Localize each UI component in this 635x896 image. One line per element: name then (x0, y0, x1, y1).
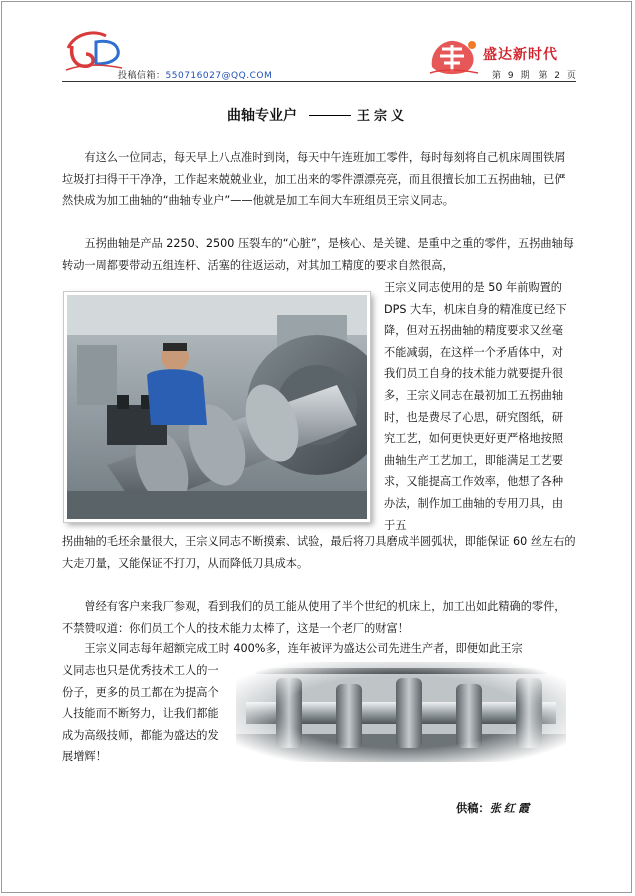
paragraph-tooling: 拐曲轴的毛坯余量很大，王宗义同志不断摸索、试验，最后将刀具磨成半圆弧状，即能保证 60 丝左右的大走刀量，又能保证不打刀，从而降低刀具成本。 (62, 535, 576, 570)
spring-emblem-icon (428, 37, 480, 77)
paragraph-customer: 曾经有客户来我厂参观，看到我们的员工能从使用了半个世纪的机床上，加工出如此精确的零件，不禁赞叹道：你们员工个人的技术能力太棒了，这是一个老厂的财富！ (62, 600, 566, 635)
mail-address[interactable]: 550716027@QQ.COM (165, 71, 273, 81)
newsletter-brand: 盛达新时代 (483, 47, 558, 63)
article-heading (0, 105, 635, 125)
article-credit (456, 800, 532, 816)
credit-label: 供稿： (456, 802, 490, 815)
photo-crankshaft (236, 662, 566, 762)
paragraph-crankshaft: 五拐曲轴是产品 2250、2500 压裂车的“心脏”，是核心、是关键、是重中之重的零件，五拐曲轴每转动一周都要带动五组连杆、活塞的往返运动，对其加工精度的要求自然很高， (62, 237, 574, 272)
paragraph-award: 王宗义同志每年超额完成工时 400%多，连年被评为盛达公司先进生产者，即便如此王宗 (84, 642, 523, 655)
company-logo (62, 28, 124, 74)
article-subject: 王宗义 (356, 109, 408, 124)
paragraph-intro: 有这么一位同志，每天早上八点准时到岗，每天中午连班加工零件，每时每刻将自己机床周围铁屑垃圾打扫得干干净净，工作起来兢兢业业，加工出来的零件漂漂亮亮，而且很擅长加工五拐曲轴，已俨然快成为加工曲轴的“曲轴专业户”——他就是加工车间大车班组员王宗义同志。 (62, 151, 566, 208)
header-divider (62, 81, 576, 82)
issue-number: 第 9 期 第 2 页 (492, 71, 576, 81)
mail-label: 投稿信箱： (118, 71, 166, 81)
article-title: 曲轴专业户 (226, 108, 297, 124)
paragraph-machine: 王宗义同志使用的是 50 年前购置的 DPS 大车，机床自身的精准度已经下降，但对五拐曲轴的精度要求又丝毫不能减弱，在这样一个矛盾体中，对我们员工自身的技术能力就要提升很多，王宗义同志在最初加工五拐曲轴时，也是费尽了心思，研究图纸，研究工艺，如何更快更好更严格地按照曲轴生产工艺加工，即能满足工艺要求，又能提高工作效率，他想了各种办法，制作加工曲轴的专用刀具，由于五 (384, 281, 567, 532)
photo-worker-at-lathe (64, 292, 370, 522)
title-dash (309, 115, 351, 116)
paragraph-closing: 义同志也只是优秀技术工人的一份子，更多的员工都在为提高个人技能而不断努力，让我们都能成为高级技师，都能为盛达的发展增辉！ (62, 664, 219, 764)
submission-email (118, 68, 272, 81)
credit-name: 张红霞 (489, 801, 533, 815)
